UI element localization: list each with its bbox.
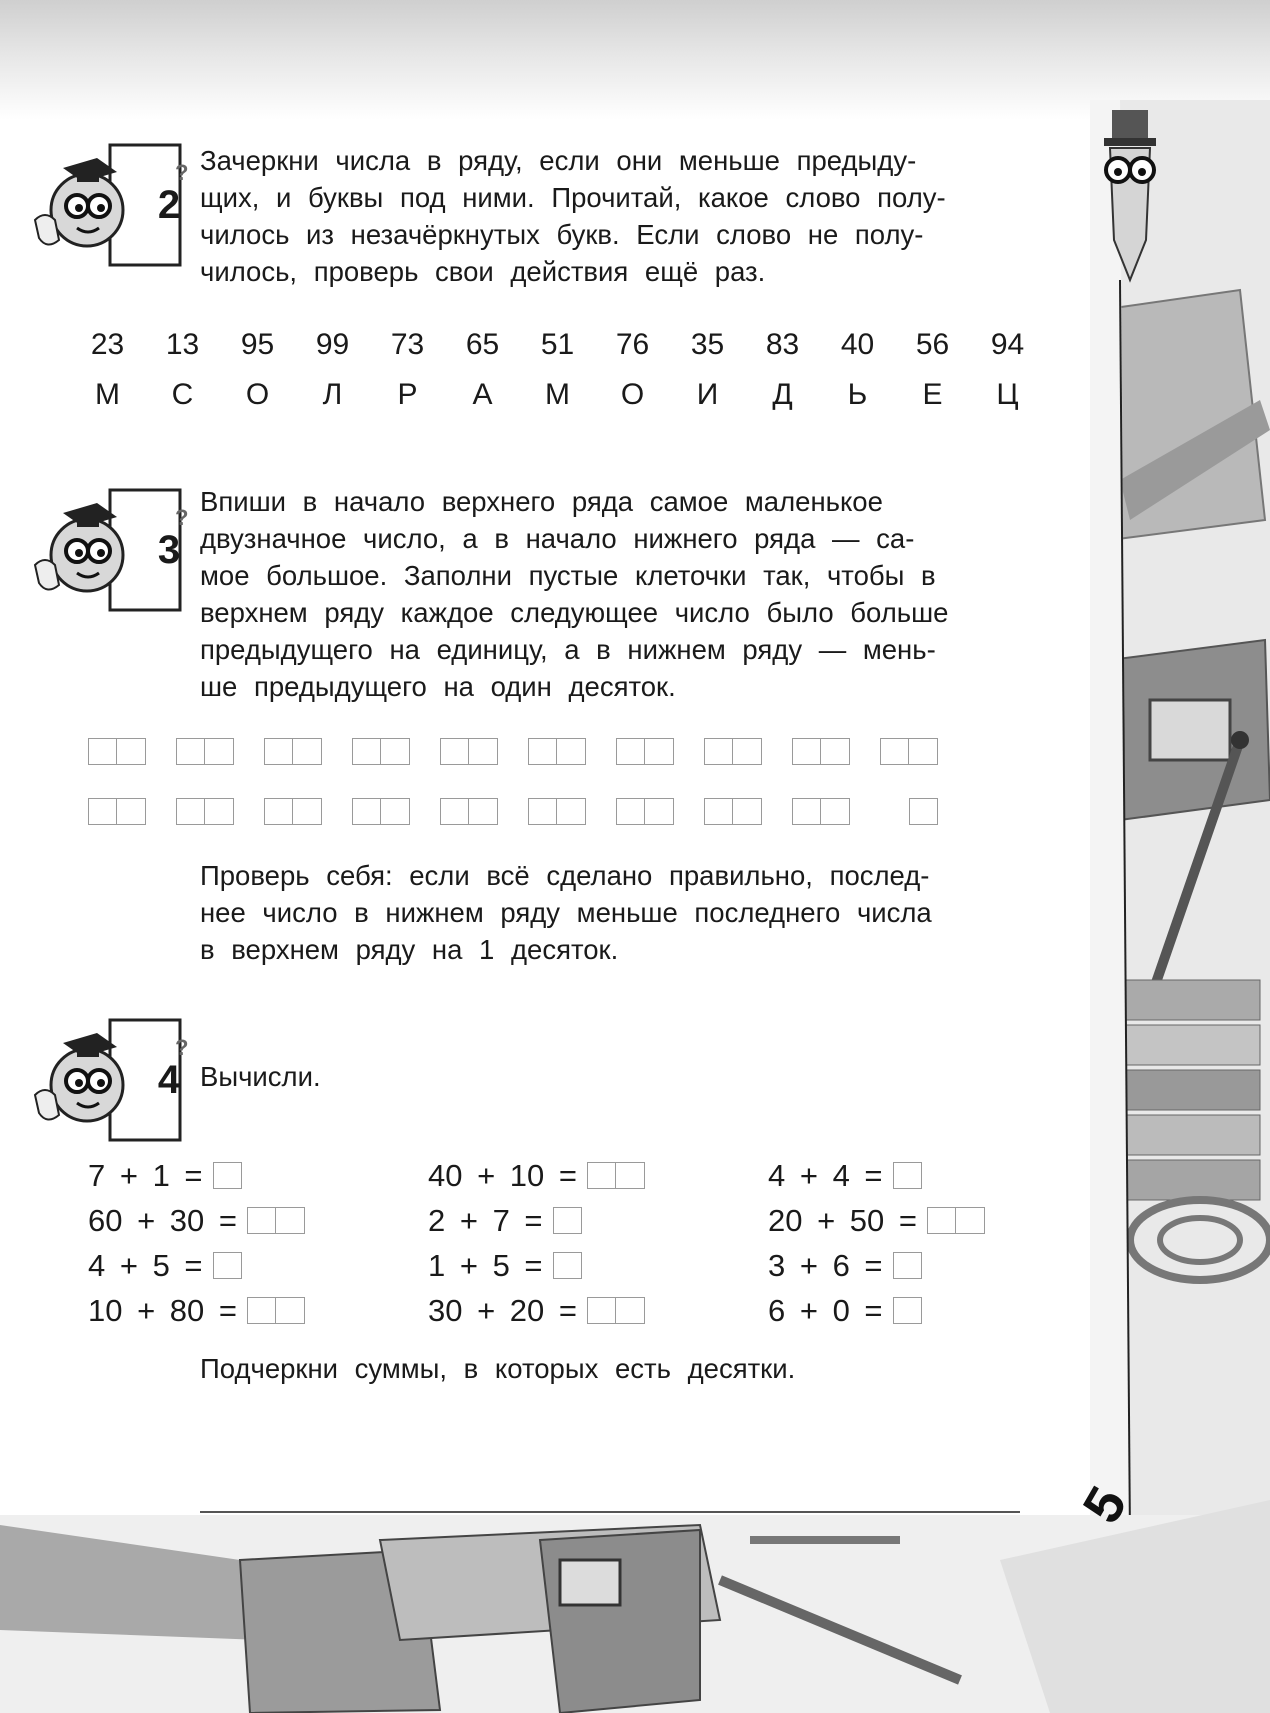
lower-answer-row bbox=[88, 798, 968, 825]
expressions-column-2 bbox=[428, 1153, 645, 1333]
expression-row bbox=[88, 1288, 305, 1333]
expression-row bbox=[88, 1153, 305, 1198]
text-line: щих, и буквы под ними. Прочитай, какое слово полу- bbox=[200, 182, 946, 213]
text-line: верхнем ряду каждое следующее число было больше bbox=[200, 597, 949, 628]
answer-cell-pair[interactable] bbox=[264, 738, 322, 765]
letter-cell[interactable]: Д bbox=[772, 378, 793, 411]
answer-cell-single[interactable] bbox=[909, 798, 938, 825]
answer-cell-pair[interactable] bbox=[176, 798, 234, 825]
task-2-badge bbox=[25, 140, 189, 270]
answer-cell-pair[interactable] bbox=[792, 798, 850, 825]
answer-cell-pair[interactable] bbox=[352, 738, 410, 765]
answer-box[interactable] bbox=[247, 1207, 305, 1234]
expression-text: 10 + 80 = bbox=[88, 1292, 238, 1328]
expression-text: 1 + 5 = bbox=[428, 1247, 543, 1283]
expression-row bbox=[428, 1288, 645, 1333]
answer-box[interactable] bbox=[893, 1252, 922, 1279]
answer-box[interactable] bbox=[553, 1207, 582, 1234]
answer-cell-pair[interactable] bbox=[440, 738, 498, 765]
answer-box[interactable] bbox=[927, 1207, 985, 1234]
expression-text: 6 + 0 = bbox=[768, 1292, 883, 1328]
letter-cell[interactable]: Р bbox=[397, 378, 418, 411]
letter-cell[interactable]: И bbox=[696, 378, 719, 411]
svg-text:?: ? bbox=[175, 1035, 189, 1060]
answer-cell-pair[interactable] bbox=[88, 738, 146, 765]
answer-box[interactable] bbox=[587, 1162, 645, 1189]
letter-cell[interactable]: Ь bbox=[847, 378, 868, 411]
svg-text:?: ? bbox=[175, 160, 189, 185]
expression-row bbox=[768, 1288, 985, 1333]
number-cell[interactable]: 73 bbox=[390, 328, 425, 361]
answer-cell-pair[interactable] bbox=[352, 798, 410, 825]
text-line: ше предыдущего на один десяток. bbox=[200, 671, 676, 702]
number-cell[interactable]: 40 bbox=[840, 328, 875, 361]
page-bottom-rule bbox=[200, 1511, 1020, 1513]
answer-cell-pair[interactable] bbox=[880, 738, 938, 765]
text-line: Зачеркни числа в ряду, если они меньше предыду- bbox=[200, 145, 917, 176]
expression-row bbox=[88, 1243, 305, 1288]
letter-row bbox=[70, 378, 1045, 412]
text-line: чилось, проверь свои действия ещё раз. bbox=[200, 256, 766, 287]
answer-cell-pair[interactable] bbox=[88, 798, 146, 825]
number-cell[interactable]: 23 bbox=[90, 328, 125, 361]
task-3-text bbox=[200, 483, 1028, 705]
number-cell[interactable]: 51 bbox=[540, 328, 575, 361]
text-line: двузначное число, а в начало нижнего ряда — са- bbox=[200, 523, 915, 554]
number-cell[interactable]: 35 bbox=[690, 328, 725, 361]
answer-cell-pair[interactable] bbox=[616, 738, 674, 765]
answer-cell-pair[interactable] bbox=[704, 798, 762, 825]
number-cell[interactable]: 65 bbox=[465, 328, 500, 361]
number-cell[interactable]: 99 bbox=[315, 328, 350, 361]
expressions-column-1 bbox=[88, 1153, 305, 1333]
task-4-instruction: Вычисли. bbox=[200, 1061, 321, 1092]
task-number: 4 bbox=[157, 1058, 181, 1102]
text-line: мое большое. Заполни пустые клеточки так, чтобы в bbox=[200, 560, 936, 591]
answer-cell-pair[interactable] bbox=[616, 798, 674, 825]
letter-cell[interactable]: Л bbox=[322, 378, 343, 411]
answer-cell-pair[interactable] bbox=[792, 738, 850, 765]
text-line: чилось из незачёркнутых букв. Если слово не полу- bbox=[200, 219, 924, 250]
text-line: предыдущего на единицу, а в нижнем ряду — мень- bbox=[200, 634, 936, 665]
answer-box[interactable] bbox=[213, 1162, 242, 1189]
expression-text: 20 + 50 = bbox=[768, 1202, 918, 1238]
number-row bbox=[70, 328, 1045, 362]
answer-box[interactable] bbox=[893, 1297, 922, 1324]
task-number: 3 bbox=[157, 528, 181, 572]
number-cell[interactable]: 83 bbox=[765, 328, 800, 361]
answer-box[interactable] bbox=[587, 1297, 645, 1324]
letter-cell[interactable]: С bbox=[171, 378, 194, 411]
text-line: Впиши в начало верхнего ряда самое маленькое bbox=[200, 486, 883, 517]
letter-cell[interactable]: М bbox=[545, 378, 570, 411]
school-supplies-illustration bbox=[1090, 100, 1270, 1540]
expression-row bbox=[88, 1198, 305, 1243]
answer-box[interactable] bbox=[247, 1297, 305, 1324]
letter-cell[interactable]: О bbox=[620, 378, 645, 411]
number-cell[interactable]: 95 bbox=[240, 328, 275, 361]
upper-answer-row bbox=[88, 738, 968, 765]
letter-cell[interactable]: М bbox=[95, 378, 120, 411]
expression-row bbox=[428, 1198, 645, 1243]
task-4-footer: Подчеркни суммы, в которых есть десятки. bbox=[200, 1353, 796, 1384]
number-cell[interactable]: 76 bbox=[615, 328, 650, 361]
answer-box[interactable] bbox=[893, 1162, 922, 1189]
task-3-badge bbox=[25, 485, 189, 615]
text-line: в верхнем ряду на 1 десяток. bbox=[200, 934, 619, 965]
answer-box[interactable] bbox=[213, 1252, 242, 1279]
answer-box[interactable] bbox=[553, 1252, 582, 1279]
answer-cell-pair[interactable] bbox=[528, 798, 586, 825]
task-2-text bbox=[200, 142, 1028, 290]
letter-cell[interactable]: Е bbox=[922, 378, 943, 411]
answer-cell-pair[interactable] bbox=[704, 738, 762, 765]
answer-cell-pair[interactable] bbox=[528, 738, 586, 765]
text-line: Проверь себя: если всё сделано правильно, послед- bbox=[200, 860, 930, 891]
expression-text: 7 + 1 = bbox=[88, 1157, 203, 1193]
svg-text:?: ? bbox=[175, 505, 189, 530]
expression-row bbox=[768, 1198, 985, 1243]
self-check-text bbox=[200, 857, 1028, 968]
task-4-badge bbox=[25, 1015, 189, 1145]
expression-text: 3 + 6 = bbox=[768, 1247, 883, 1283]
expression-text: 30 + 20 = bbox=[428, 1292, 578, 1328]
expression-text: 60 + 30 = bbox=[88, 1202, 238, 1238]
number-cell[interactable]: 94 bbox=[990, 328, 1025, 361]
task-number: 2 bbox=[157, 183, 181, 227]
letter-cell[interactable]: Ц bbox=[996, 378, 1019, 411]
answer-cell-pair[interactable] bbox=[440, 798, 498, 825]
number-cell[interactable]: 13 bbox=[165, 328, 200, 361]
top-shade-decoration bbox=[0, 0, 1270, 120]
expressions-column-3 bbox=[768, 1153, 985, 1333]
text-line: нее число в нижнем ряду меньше последнего числа bbox=[200, 897, 932, 928]
expression-row bbox=[428, 1243, 645, 1288]
number-cell[interactable]: 56 bbox=[915, 328, 950, 361]
answer-cell-pair[interactable] bbox=[264, 798, 322, 825]
page-number: 5 bbox=[1071, 1476, 1139, 1534]
letter-cell[interactable]: О bbox=[245, 378, 270, 411]
expression-text: 40 + 10 = bbox=[428, 1157, 578, 1193]
letter-cell[interactable]: А bbox=[472, 378, 493, 411]
expression-text: 4 + 5 = bbox=[88, 1247, 203, 1283]
expression-row bbox=[768, 1153, 985, 1198]
expression-row bbox=[768, 1243, 985, 1288]
answer-cell-pair[interactable] bbox=[176, 738, 234, 765]
expression-row bbox=[428, 1153, 645, 1198]
expression-text: 2 + 7 = bbox=[428, 1202, 543, 1238]
expression-text: 4 + 4 = bbox=[768, 1157, 883, 1193]
